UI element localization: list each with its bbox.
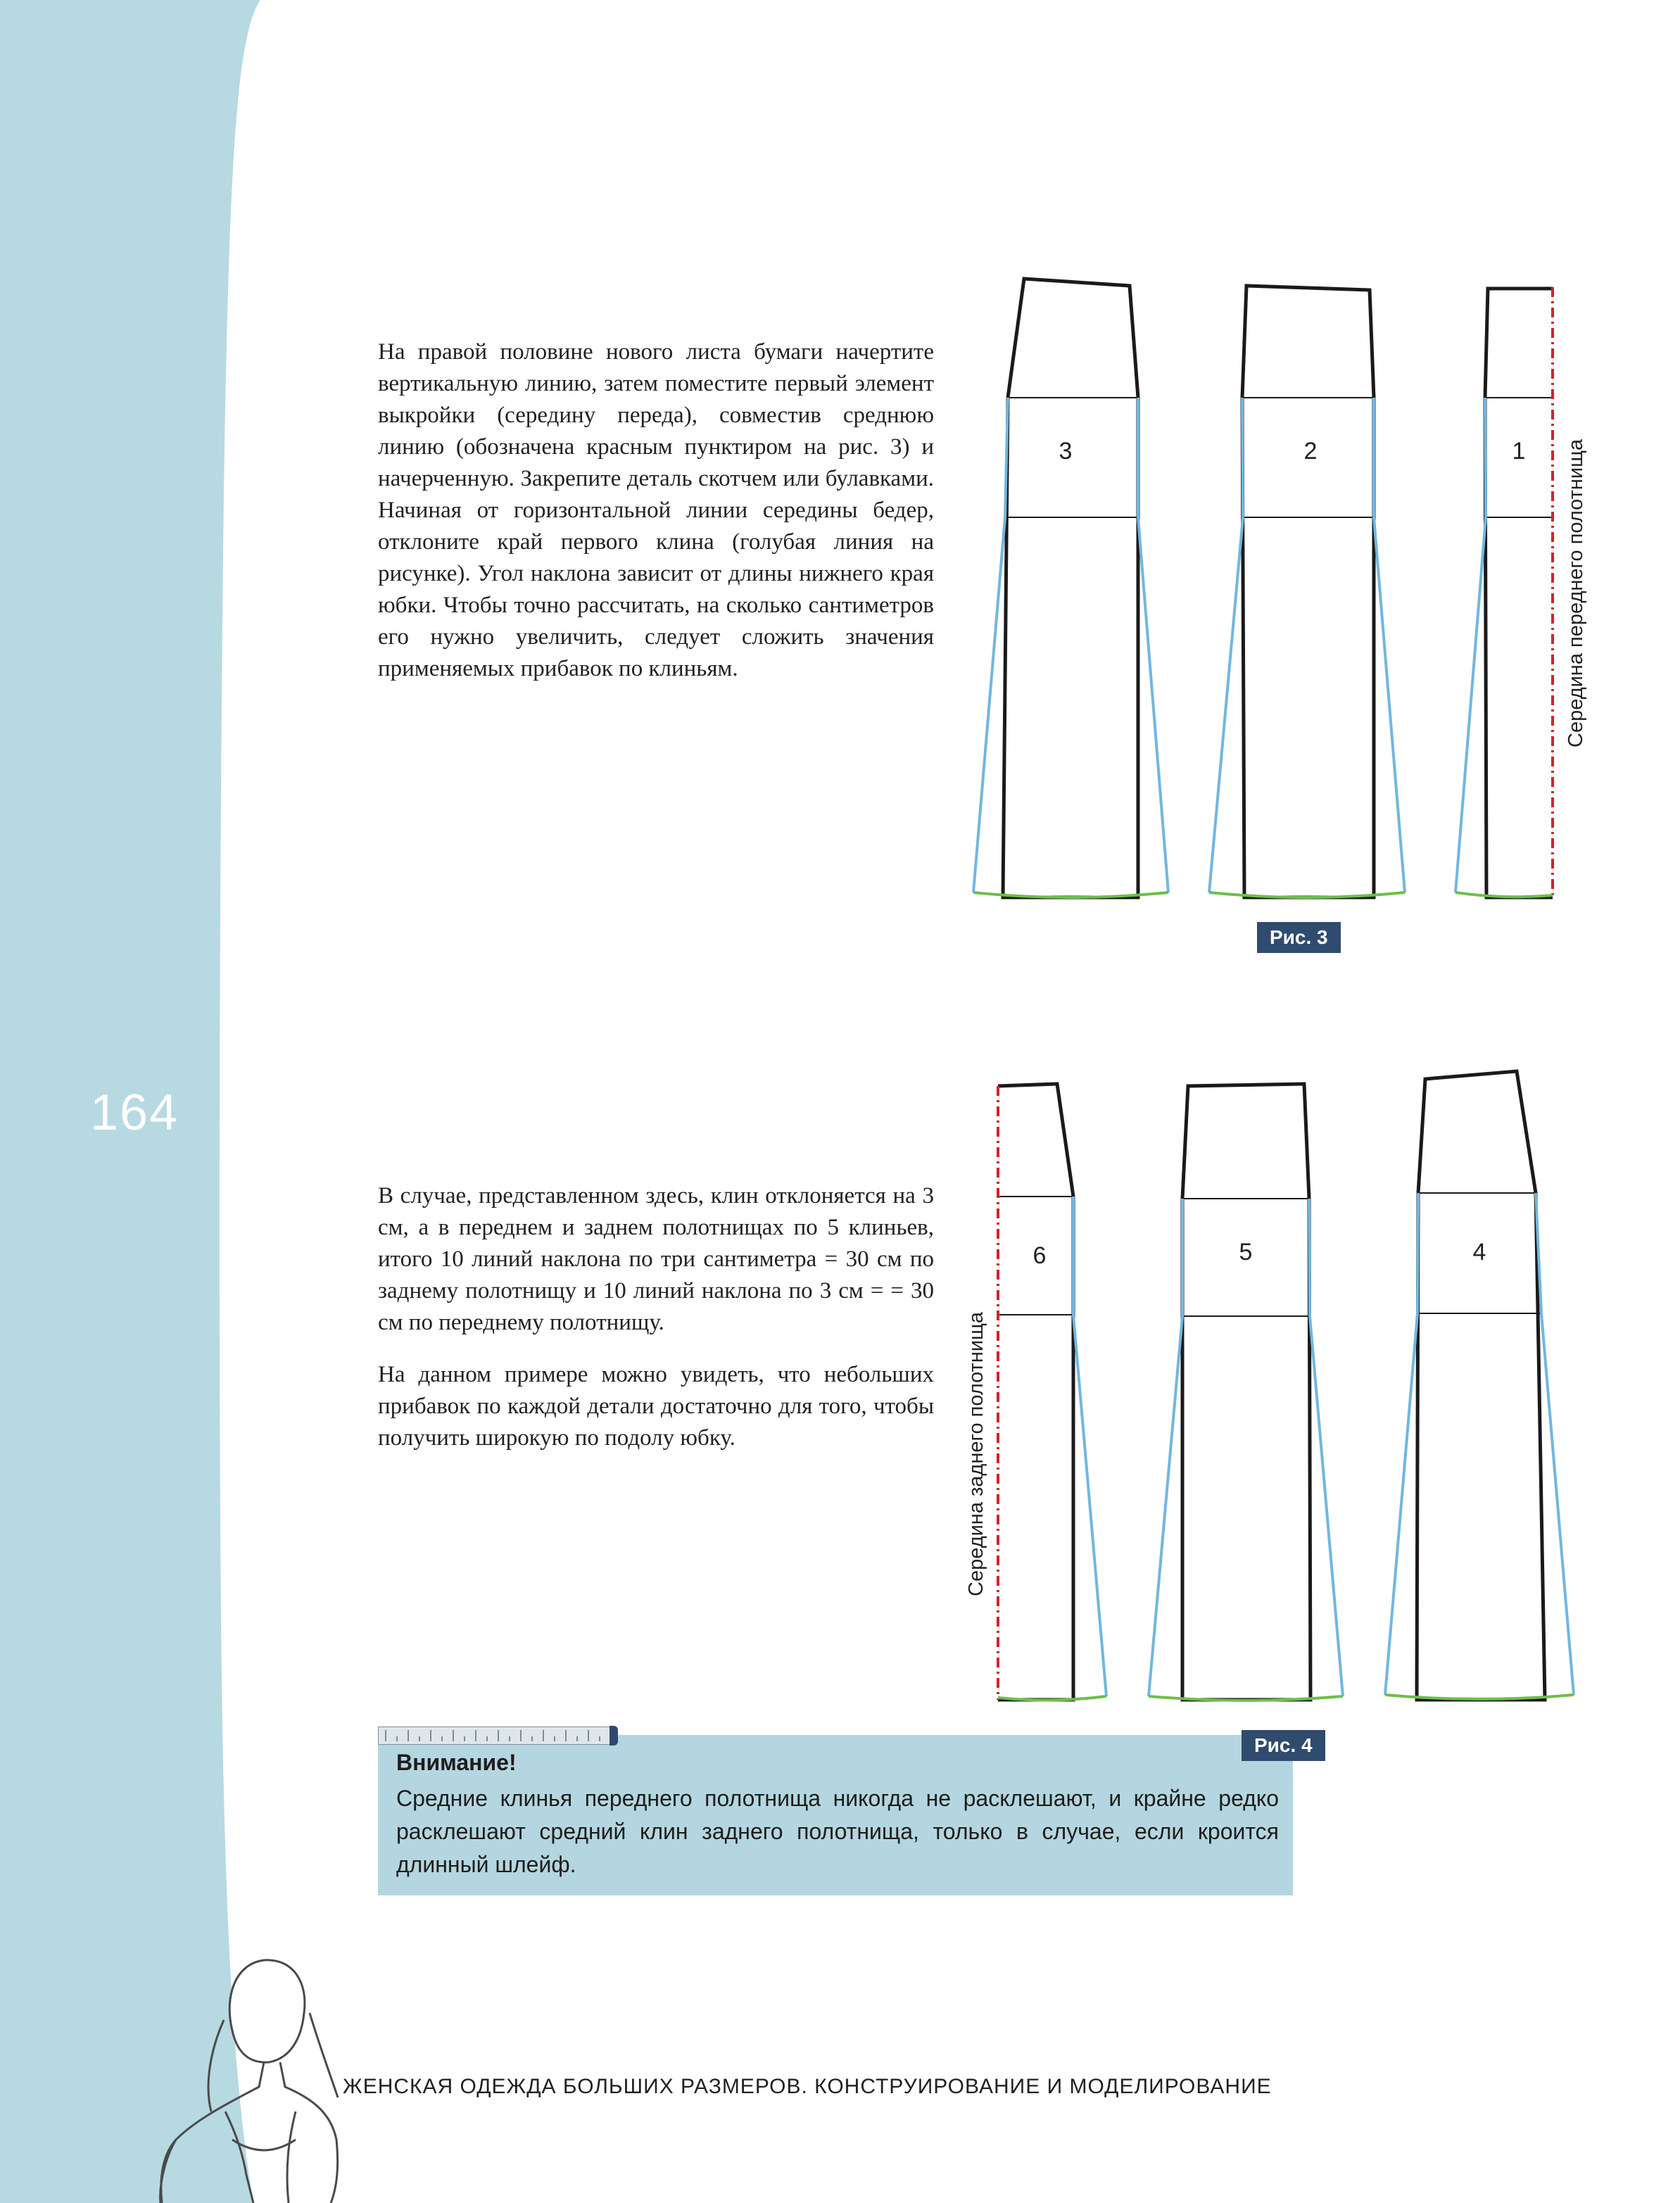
body-paragraph-3: На данном примере можно увидеть, что небольших прибавок по каждой детали достаточно для того, чтобы получить широкую по подолу юбку. [378, 1362, 934, 1451]
figure-4-label: Рис. 4 [1242, 1730, 1325, 1761]
pattern-piece-3 [973, 279, 1168, 897]
pattern-piece-4 [1385, 1071, 1574, 1700]
piece-number: 2 [1303, 438, 1318, 465]
pattern-piece-2 [1209, 286, 1405, 897]
pattern-piece-1 [1455, 287, 1553, 897]
figure-4-diagram [957, 1063, 1591, 1710]
piece-number: 6 [1032, 1242, 1047, 1269]
back-center-label: Середина заднего полотнища [965, 1311, 987, 1596]
pattern-piece-5 [1149, 1084, 1343, 1700]
book-title-footer: ЖЕНСКАЯ ОДЕЖДА БОЛЬШИХ РАЗМЕРОВ. КОНСТРУИРОВАНИЕ И МОДЕЛИРОВАНИЕ [343, 2075, 1272, 2098]
piece-number: 3 [1059, 438, 1073, 465]
notice-text: Средние клинья переднего полотнища никогда не расклешают, и крайне редко расклешают средний клин заднего полотнища, только в случае, если кроится длинный шлейф. [396, 1786, 1279, 1877]
pattern-piece-6 [998, 1084, 1106, 1700]
body-paragraph-1: На правой половине нового листа бумаги начертите вертикальную линию, затем поместите первый элемент выкройки (середину переда), совместив среднюю линию (обозначена красным пунктиром на рис. 3) и начерченную. Закрепите деталь скотчем или булавками. Начиная от горизонтальной линии середины бедер, отклоните край первого клина (голубая линия на рисунке). Угол наклона зависит от длины нижнего края юбки. Чтобы точно рассчитать, на сколько сантиметров его нужно увеличить, следует сложить значения применяемых прибавок по клиньям. [378, 339, 934, 681]
notice-ruler-decoration [378, 1727, 610, 1745]
ruler-ticks [379, 1727, 611, 1746]
notice-title: Внимание! [396, 1750, 517, 1775]
front-center-label: Середина переднего полотнища [1565, 438, 1587, 747]
piece-number: 1 [1512, 438, 1526, 465]
figure-3-diagram [957, 271, 1591, 904]
page-number: 164 [90, 1085, 179, 1141]
ruler-tab [610, 1726, 618, 1746]
piece-number: 5 [1239, 1239, 1253, 1265]
body-paragraph-2: В случае, представленном здесь, клин отклоняется на 3 см, а в переднем и заднем полотнищах по 5 клиньев, итого 10 линий наклона по три сантиметра = 30 см по заднему полотнищу и 10 линий наклона по 3 см = = 30 см по переднему полотнищу. [378, 1183, 934, 1335]
piece-number: 4 [1472, 1239, 1486, 1265]
figure-3-label: Рис. 3 [1257, 922, 1341, 953]
